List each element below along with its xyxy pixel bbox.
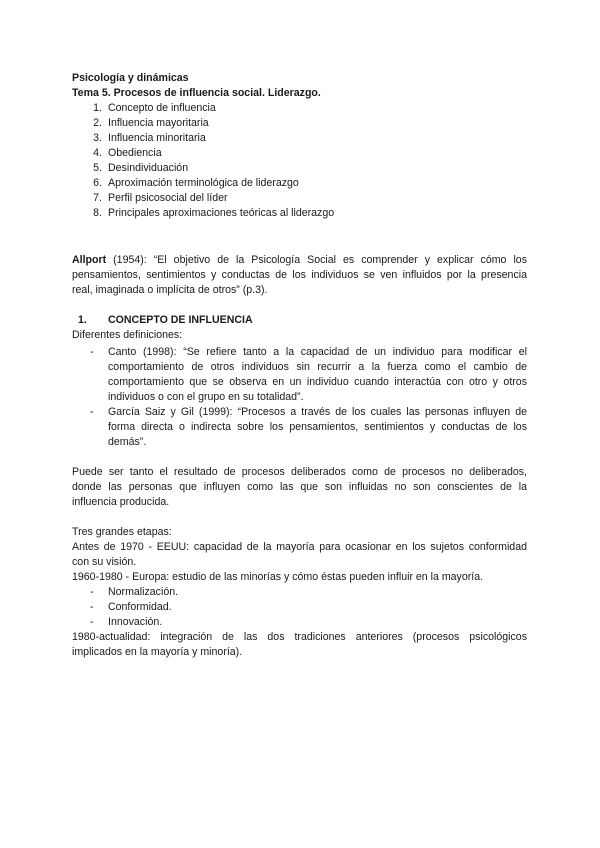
section-number: 1. [78,314,87,326]
course-title: Psicología y dinámicas [72,72,189,84]
stages-label: Tres grandes etapas: [72,526,172,538]
topic-title: Tema 5. Procesos de influencia social. Liderazgo. [72,87,321,99]
stage-1: Antes de 1970 - EEUU: capacidad de la mayoría para ocasionar en los sujetos conformidad [72,541,527,553]
stage-2: 1960-1980 - Europa: estudio de las minorías y cómo éstas pueden influir en la mayoría. [72,571,484,583]
document-page: Psicología y dinámicas Tema 5. Procesos de influencia social. Liderazgo. 1. Concepto de influencia 2. Influencia mayoritaria 3. Influencia minoritaria 4. Obediencia 5. Desindividuación 6. Aproximación terminológica de liderazgo 7. Perfil psicosocial del líder 8. Principales aproximaciones teóricas al liderazgo Allport (1954): “El objetivo de la Psicología Social es comprender y explicar cómo los pensamientos, sentimientos y conductas de los individuos se ven influidos por la presencia real, imaginada o implícita de otros” (p.3). 1. CONCEPTO DE INFLUENCIA Diferentes definiciones: - Canto (1998): “Se refiere tanto a la capacidad de un individuo para modificar el comportamiento de otros individuos sin recurrir a la fuerza como el cambio de comportamiento que se observa en un individuo cuando interactúa con otro y otros individuos o con el grupo en su totalidad”. - García Saiz y Gil (1999): “Procesos a través de los cuales las personas influyen de forma directa o indirecta sobre los pensamientos, sentimientos y conductas de los demás”. Puede ser tanto el resultado de procesos deliberados como de procesos no deliberados, donde las personas que influyen como las que son influidas no son conscientes de la influencia producida. Tres grandes etapas: Antes de 1970 - EEUU: capacidad de la mayoría para ocasionar en los sujetos conformidad con su visión. 1960-1980 - Europa: estudio de las minorías y cómo éstas pueden influir en la mayoría. - Normalización. - Conformidad. - Innovación. 1980-actualidad: integración de las dos tradiciones anteriores (procesos psicológicos implicados en la mayoría y minoría). [72,72,527,658]
stage-3: 1980-actualidad: integración de las dos tradiciones anteriores (procesos psicológicos [72,631,527,643]
definitions-label: Diferentes definiciones: [72,329,183,341]
allport-line-1: Allport (1954): “El objetivo de la Psicología Social es comprender y explicar cómo los [72,254,527,266]
section-heading: CONCEPTO DE INFLUENCIA [108,314,253,326]
